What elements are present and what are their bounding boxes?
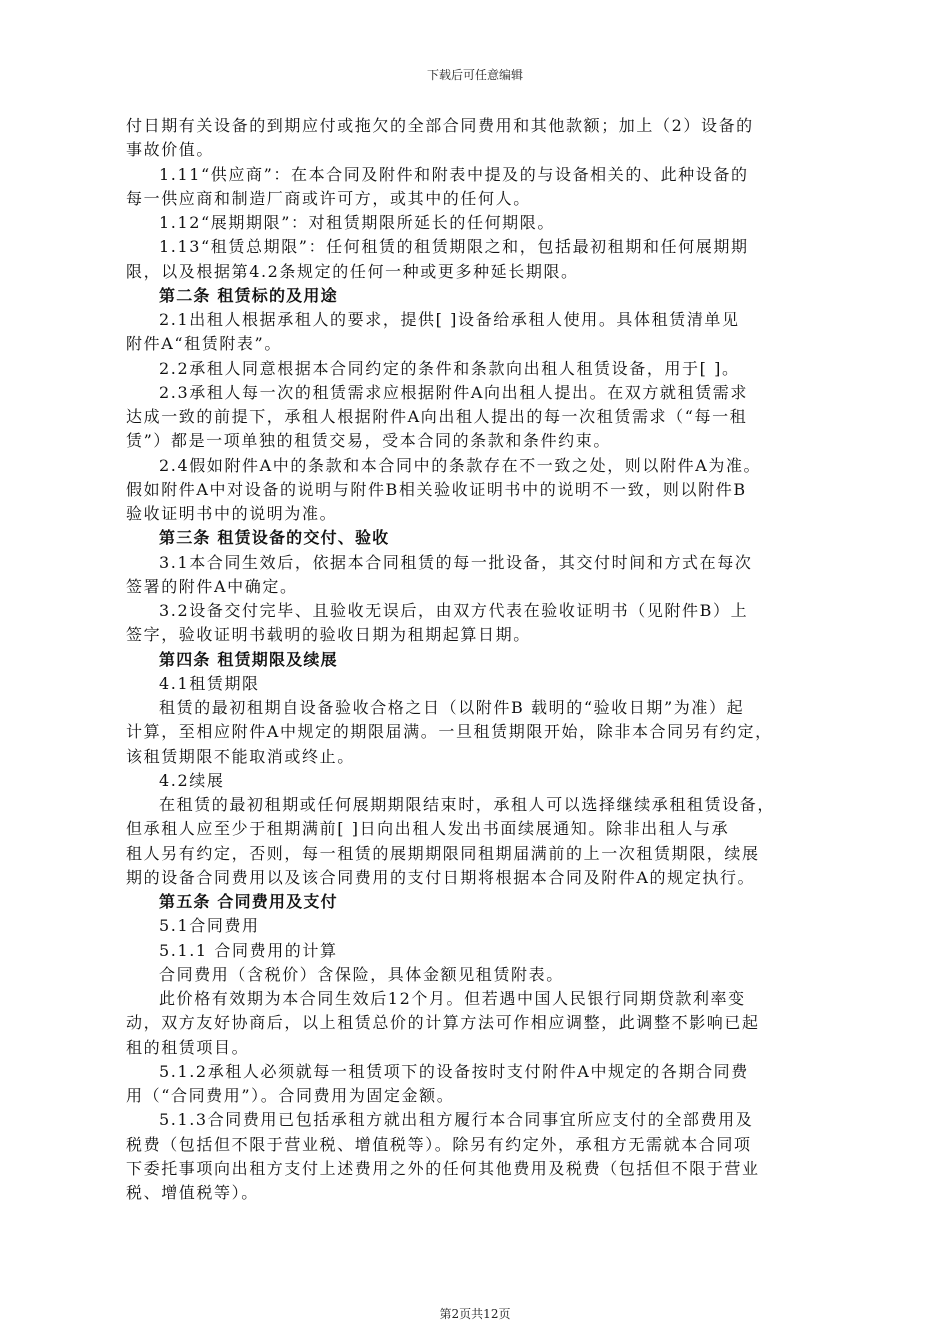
paragraph-line: 每一供应商和制造厂商或许可方，或其中的任何人。 bbox=[126, 188, 531, 208]
section-heading: 第二条 租赁标的及用途 bbox=[159, 285, 338, 305]
paragraph-line: 赁”）都是一项单独的租赁交易，受本合同的条款和条件约束。 bbox=[126, 431, 611, 451]
section-heading: 第四条 租赁期限及续展 bbox=[159, 649, 338, 669]
paragraph-line: 付日期有关设备的到期应付或拖欠的全部合同费用和其他款额；加上（2）设备的 bbox=[126, 116, 754, 135]
paragraph-line: 租赁的最初租期自设备验收合格之日（以附件B 载明的“验收日期”为准）起 bbox=[159, 698, 745, 717]
paragraph-line: 租的租赁项目。 bbox=[126, 1037, 250, 1057]
paragraph-line: 签字，验收证明书载明的验收日期为租期起算日期。 bbox=[126, 625, 531, 645]
paragraph-line: 达成一致的前提下，承租人根据附件A向出租人提出的每一次租赁需求（“每一租 bbox=[126, 407, 748, 426]
paragraph-line: 2.3承租人每一次的租赁需求应根据附件A向出租人提出。在双方就租赁需求 bbox=[159, 382, 749, 402]
paragraph-line: 2.2承租人同意根据本合同约定的条件和条款向出租人租赁设备，用于[ ]。 bbox=[159, 358, 740, 378]
paragraph-line: 计算，至相应附件A中规定的期限届满。一旦租赁期限开始，除非本合同另有约定， bbox=[126, 722, 773, 742]
paragraph-line: 5.1.3合同费用已包括承租方就出租方履行本合同事宜所应支付的全部费用及 bbox=[159, 1110, 754, 1130]
paragraph-line: 下委托事项向出租方支付上述费用之外的任何其他费用及税费（包括但不限于营业 bbox=[126, 1158, 760, 1178]
paragraph-line: 该租赁期限不能取消或终止。 bbox=[126, 746, 355, 766]
paragraph-line: 1.11“供应商”：在本合同及附件和附表中提及的与设备相关的、此种设备的 bbox=[159, 164, 749, 184]
document-body bbox=[126, 114, 824, 1205]
paragraph-line: 在租赁的最初租期或任何展期期限结束时，承租人可以选择继续承租租赁设备， bbox=[159, 795, 776, 814]
paragraph-line: 动，双方友好协商后，以上租赁总价的计算方法可作相应调整，此调整不影响已起 bbox=[126, 1013, 760, 1033]
page-footer: 第2页共12页 bbox=[439, 1307, 511, 1321]
paragraph-line: 期的设备合同费用以及该合同费用的支付日期将根据本合同及附件A的规定执行。 bbox=[126, 867, 756, 887]
paragraph-line: 税费（包括但不限于营业税、增值税等）。除另有约定外，承租方无需就本合同项 bbox=[126, 1134, 752, 1154]
paragraph-line: 合同费用（含税价）含保险，具体金额见租赁附表。 bbox=[159, 964, 564, 984]
paragraph-line: 假如附件A中对设备的说明与附件B相关验收证明书中的说明不一致，则以附件B bbox=[126, 479, 747, 499]
paragraph-line: 1.12“展期期限”：对租赁期限所延长的任何期限。 bbox=[159, 213, 555, 232]
paragraph-line: 5.1.2承租人必须就每一租赁项下的设备按时支付附件A中规定的各期合同费 bbox=[159, 1061, 749, 1081]
paragraph-line: 4.1租赁期限 bbox=[159, 673, 260, 693]
paragraph-line: 租人另有约定，否则，每一租赁的展期期限同租期届满前的上一次租赁期限，续展 bbox=[126, 843, 760, 863]
paragraph-line: 签署的附件A中确定。 bbox=[126, 576, 298, 596]
paragraph-line: 此价格有效期为本合同生效后12个月。但若遇中国人民银行同期贷款利率变 bbox=[159, 989, 746, 1008]
paragraph-line: 限，以及根据第4.2条规定的任何一种或更多种延长期限。 bbox=[126, 261, 579, 281]
paragraph-line: 5.1合同费用 bbox=[159, 916, 260, 936]
section-heading: 第三条 租赁设备的交付、验收 bbox=[159, 528, 390, 548]
section-heading: 第五条 合同费用及支付 bbox=[159, 892, 338, 911]
paragraph-line: 1.13“租赁总期限”：任何租赁的租赁期限之和，包括最初租期和任何展期期 bbox=[159, 237, 749, 257]
paragraph-line: 2.1出租人根据承租人的要求，提供[ ]设备给承租人使用。具体租赁清单见 bbox=[159, 310, 740, 329]
paragraph-line: 事故价值。 bbox=[126, 140, 215, 160]
paragraph-line: 4.2续展 bbox=[159, 770, 225, 790]
paragraph-line: 3.2设备交付完毕、且验收无误后，由双方代表在验收证明书（见附件B）上 bbox=[159, 601, 749, 620]
paragraph-line: 5.1.1 合同费用的计算 bbox=[159, 940, 338, 960]
paragraph-line: 验收证明书中的说明为准。 bbox=[126, 504, 338, 523]
paragraph-line: 3.1本合同生效后，依据本合同租赁的每一批设备，其交付时间和方式在每次 bbox=[159, 552, 753, 572]
paragraph-line: 2.4假如附件A中的条款和本合同中的条款存在不一致之处，则以附件A为准。 bbox=[159, 455, 762, 475]
paragraph-line: 但承租人应至少于租期满前[ ]日向出租人发出书面续展通知。除非出租人与承 bbox=[126, 819, 730, 839]
paragraph-line: 附件A“租赁附表”。 bbox=[126, 334, 282, 354]
page-header: 下载后可任意编辑 bbox=[426, 68, 523, 82]
paragraph-line: 税、增值税等）。 bbox=[126, 1183, 259, 1202]
paragraph-line: 用（“合同费用”）。合同费用为固定金额。 bbox=[126, 1086, 455, 1105]
